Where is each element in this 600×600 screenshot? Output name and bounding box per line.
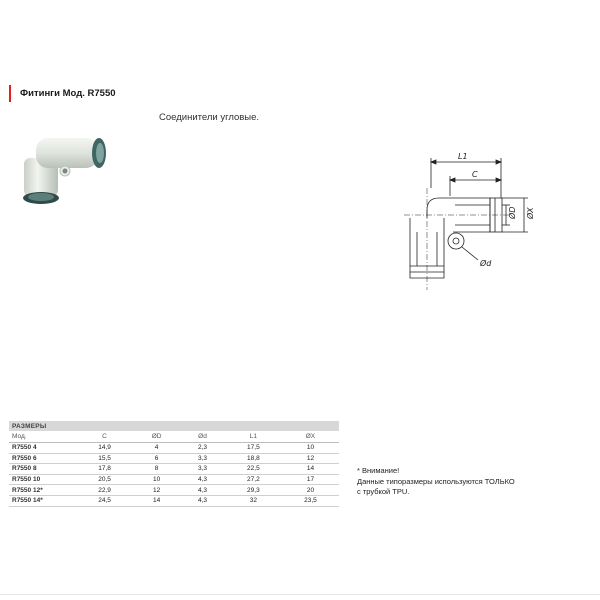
table-row xyxy=(9,464,339,475)
cell-ox: 20 xyxy=(282,485,339,496)
table-section-row xyxy=(9,421,339,431)
label-c: C xyxy=(472,170,478,179)
product-photo xyxy=(14,128,114,208)
column-header: ØX xyxy=(282,431,339,443)
cell-l1: 17,5 xyxy=(225,443,282,454)
table-row xyxy=(9,495,339,506)
cell-c: 15,5 xyxy=(76,453,133,464)
table-section-label: РАЗМЕРЫ xyxy=(9,421,339,431)
cell-d: 3,3 xyxy=(180,453,225,464)
cell-d: 4,3 xyxy=(180,495,225,506)
note-line-1: * Внимание! xyxy=(357,466,400,475)
label-od: ØD xyxy=(508,206,517,219)
note-line-2: Данные типоразмеры используются ТОЛЬКО xyxy=(357,476,515,486)
cell-od: 4 xyxy=(133,443,180,454)
column-header: ØD xyxy=(133,431,180,443)
cell-ox: 12 xyxy=(282,453,339,464)
label-ox: ØX xyxy=(526,207,535,219)
column-header: L1 xyxy=(225,431,282,443)
cell-model: R7550 8 xyxy=(9,464,76,475)
cell-d: 2,3 xyxy=(180,443,225,454)
cell-model: R7550 6 xyxy=(9,453,76,464)
cell-c: 24,5 xyxy=(76,495,133,506)
table-row xyxy=(9,453,339,464)
cell-od: 10 xyxy=(133,474,180,485)
cell-model: R7550 12* xyxy=(9,485,76,496)
cell-ox: 14 xyxy=(282,464,339,475)
cell-l1: 29,3 xyxy=(225,485,282,496)
cell-model: R7550 10 xyxy=(9,474,76,485)
attention-note xyxy=(357,466,515,498)
cell-d: 4,3 xyxy=(180,485,225,496)
technical-drawing xyxy=(400,148,535,293)
cell-c: 22,9 xyxy=(76,485,133,496)
cell-od: 6 xyxy=(133,453,180,464)
cell-od: 12 xyxy=(133,485,180,496)
cell-ox: 23,5 xyxy=(282,495,339,506)
column-header: C xyxy=(76,431,133,443)
column-header: Мод. xyxy=(9,431,76,443)
label-d: Ød xyxy=(480,259,492,268)
table-header-row xyxy=(9,431,339,443)
dimensions-table xyxy=(9,421,339,507)
table-row xyxy=(9,485,339,496)
page-bottom-divider xyxy=(0,594,600,595)
column-header: Ød xyxy=(180,431,225,443)
cell-od: 14 xyxy=(133,495,180,506)
page-title: Фитинги Мод. R7550 xyxy=(20,88,116,99)
title-accent-bar xyxy=(9,85,11,102)
cell-ox: 10 xyxy=(282,443,339,454)
cell-c: 14,9 xyxy=(76,443,133,454)
cell-c: 20,5 xyxy=(76,474,133,485)
cell-od: 8 xyxy=(133,464,180,475)
cell-l1: 27,2 xyxy=(225,474,282,485)
page-subtitle: Соединители угловые. xyxy=(159,112,260,123)
label-l1: L1 xyxy=(458,152,468,161)
cell-l1: 22,5 xyxy=(225,464,282,475)
cell-l1: 32 xyxy=(225,495,282,506)
table-row xyxy=(9,443,339,454)
cell-d: 3,3 xyxy=(180,464,225,475)
cell-d: 4,3 xyxy=(180,474,225,485)
note-line-3: с трубкой TPU. xyxy=(357,487,410,496)
table-row xyxy=(9,474,339,485)
cell-model: R7550 4 xyxy=(9,443,76,454)
cell-ox: 17 xyxy=(282,474,339,485)
cell-model: R7550 14* xyxy=(9,495,76,506)
cell-c: 17,8 xyxy=(76,464,133,475)
cell-l1: 18,8 xyxy=(225,453,282,464)
